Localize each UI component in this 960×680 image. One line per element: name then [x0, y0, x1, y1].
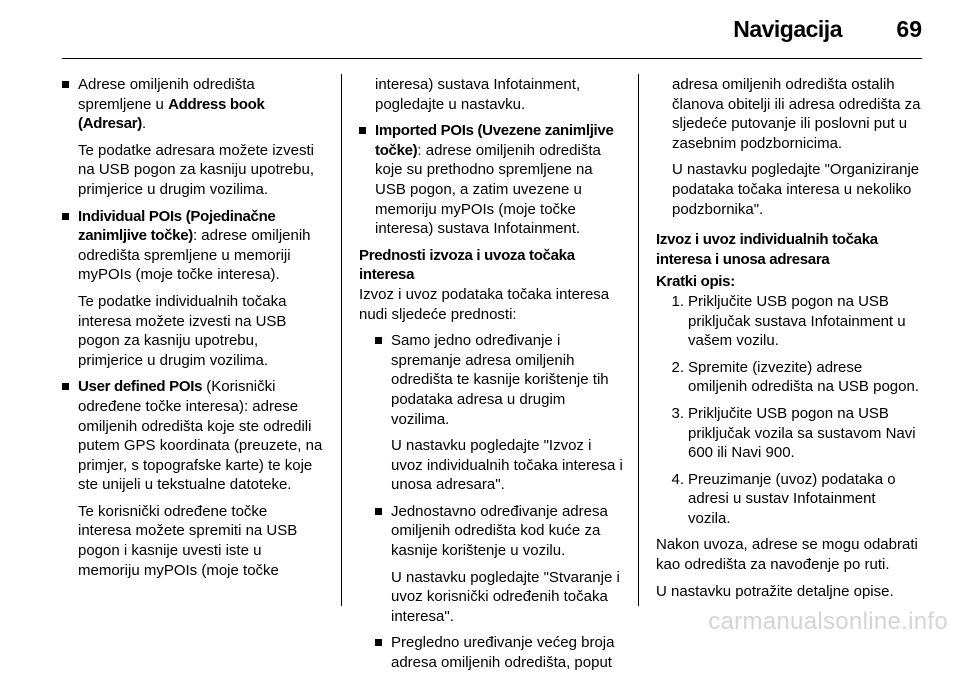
text-span: Adrese omiljenih odredišta spremljene u — [78, 76, 255, 113]
page-header — [0, 0, 960, 62]
step-number: 2. — [671, 358, 684, 376]
subheading-short-description: Kratki opis: — [656, 273, 735, 291]
bullet-paragraph: Te podatke adresara možete izvesti na USB pogon za kasniju upotrebu, primjerice u drugim vozilima. — [78, 141, 314, 198]
bullet-text — [375, 121, 624, 239]
step-number: 3. — [671, 404, 684, 422]
bold-term: Address book (Adresar) — [78, 95, 265, 133]
intro-paragraph: Izvoz i uvoz podataka točaka interesa nudi sljedeće prednosti: — [359, 285, 610, 323]
continued-paragraph: U nastavku pogledajte "Organiziranje podataka točaka interesa u nekoliko podzbornika". — [672, 161, 920, 218]
bullet-paragraph: U nastavku pogledajte "Stvaranje i uvoz korisnički određenih točaka interesa". — [391, 568, 620, 625]
step-number: 1. — [671, 292, 684, 310]
column-3 — [656, 75, 921, 601]
column-2 — [359, 75, 624, 680]
text-span: . — [142, 115, 147, 133]
step-item — [662, 470, 921, 529]
column-1 — [62, 75, 324, 587]
bullet-text: Samo jedno određivanje i spremanje adresa omiljenih odredišta te kasnije korištenje tih podataka adresa u drugim vozilima. — [391, 332, 609, 428]
after-import-paragraph: Nakon uvoza, adrese se mogu odabrati kao odredišta za navođenje po ruti. — [656, 536, 918, 574]
text-span: : adrese omiljenih odredišta spremljene u memoriji myPOIs (moje točke interesa). — [78, 227, 311, 284]
bullet-item-individual-pois — [62, 207, 324, 371]
bullet-square-icon — [62, 213, 69, 220]
header-divider — [62, 58, 922, 59]
bullet-square-icon — [62, 383, 69, 390]
bullet-item-imported-pois — [359, 121, 624, 239]
bullet-paragraph: Te korisnički određene točke interesa možete spremiti na USB pogon i kasnije uvesti iste u memoriju myPOIs (moje točke — [78, 502, 298, 579]
section-title: Navigacija — [733, 16, 842, 42]
step-item — [662, 292, 921, 351]
bullet-item-advantage-1 — [375, 331, 624, 495]
text-span: (Korisnički određene točke interesa): adrese omiljenih odredišta koje ste odredili putem GPS koordinata (preuzete, na primjer, s topografske karte) te koje ste unijeli u tekstualne datoteke. — [78, 378, 323, 494]
bold-term: Individual POIs (Pojedinačne zanimljive točke) — [78, 207, 276, 245]
continued-text: adresa omiljenih odredišta ostalih članova obitelji ili adresa odredišta za sljedeće putovanje ili poslovni put u zasebnim podzbornicima. — [672, 76, 921, 152]
bullet-text: Jednostavno određivanje adresa omiljenih odredišta kod kuće za kasnije korištenje u vozilu. — [391, 502, 608, 560]
bullet-square-icon — [375, 337, 382, 344]
bullet-square-icon — [62, 81, 69, 88]
bullet-text — [78, 377, 324, 495]
step-item — [662, 358, 921, 397]
bullet-paragraph: Te podatke individualnih točaka interesa možete izvesti na USB pogon za kasniju upotrebu, primjerice u drugim vozilima. — [78, 292, 287, 369]
bullet-text: Pregledno uređivanje većeg broja adresa omiljenih odredišta, poput — [391, 634, 615, 672]
section-heading-advantages: Prednosti izvoza i uvoza točaka interesa — [359, 246, 575, 284]
step-number: 4. — [671, 470, 684, 488]
step-item — [662, 404, 921, 463]
section-heading-export-import: Izvoz i uvoz individualnih točaka interesa i unosa adresara — [656, 231, 878, 268]
page-number: 69 — [896, 16, 922, 42]
step-text: Priključite USB pogon na USB priključak vozila sa sustavom Navi 600 ili Navi 900. — [688, 404, 916, 462]
bold-term: User defined POIs — [78, 378, 203, 396]
bullet-paragraph: U nastavku pogledajte "Izvoz i uvoz individualnih točaka interesa i unosa adresara". — [391, 437, 623, 494]
see-below-paragraph: U nastavku potražite detaljne opise. — [656, 582, 894, 600]
watermark: carmanualsonline.info — [708, 608, 948, 635]
text-span: : adrese omiljenih odredišta koje su prethodno spremljene na USB pogon, a zatim uvezene u memoriju myPOIs (moje točke interesa) sustava Infotainment. — [375, 141, 601, 238]
bullet-text — [78, 207, 324, 285]
bold-term: Imported POIs (Uvezene zanimljive točke) — [375, 122, 614, 159]
step-text: Spremite (izvezite) adrese omiljenih odredišta na USB pogon. — [688, 358, 919, 396]
bullet-square-icon — [375, 639, 382, 646]
steps-list — [656, 292, 921, 529]
bullet-item-advantage-2 — [375, 502, 624, 627]
bullet-item-advantage-3 — [375, 633, 624, 672]
step-text: Priključite USB pogon na USB priključak sustava Infotainment u vašem vozilu. — [688, 292, 906, 350]
step-text: Preuzimanje (uvoz) podataka o adresi u sustav Infotainment vozila. — [688, 470, 896, 527]
column-divider-2 — [638, 74, 639, 606]
bullet-item-address-book — [62, 75, 324, 200]
column-divider-1 — [341, 74, 342, 606]
bullet-square-icon — [375, 508, 382, 515]
bullet-text — [78, 75, 324, 134]
bullet-item-user-defined-pois — [62, 377, 324, 580]
continued-text: interesa) sustava Infotainment, pogledajte u nastavku. — [375, 76, 581, 113]
bullet-square-icon — [359, 127, 366, 134]
